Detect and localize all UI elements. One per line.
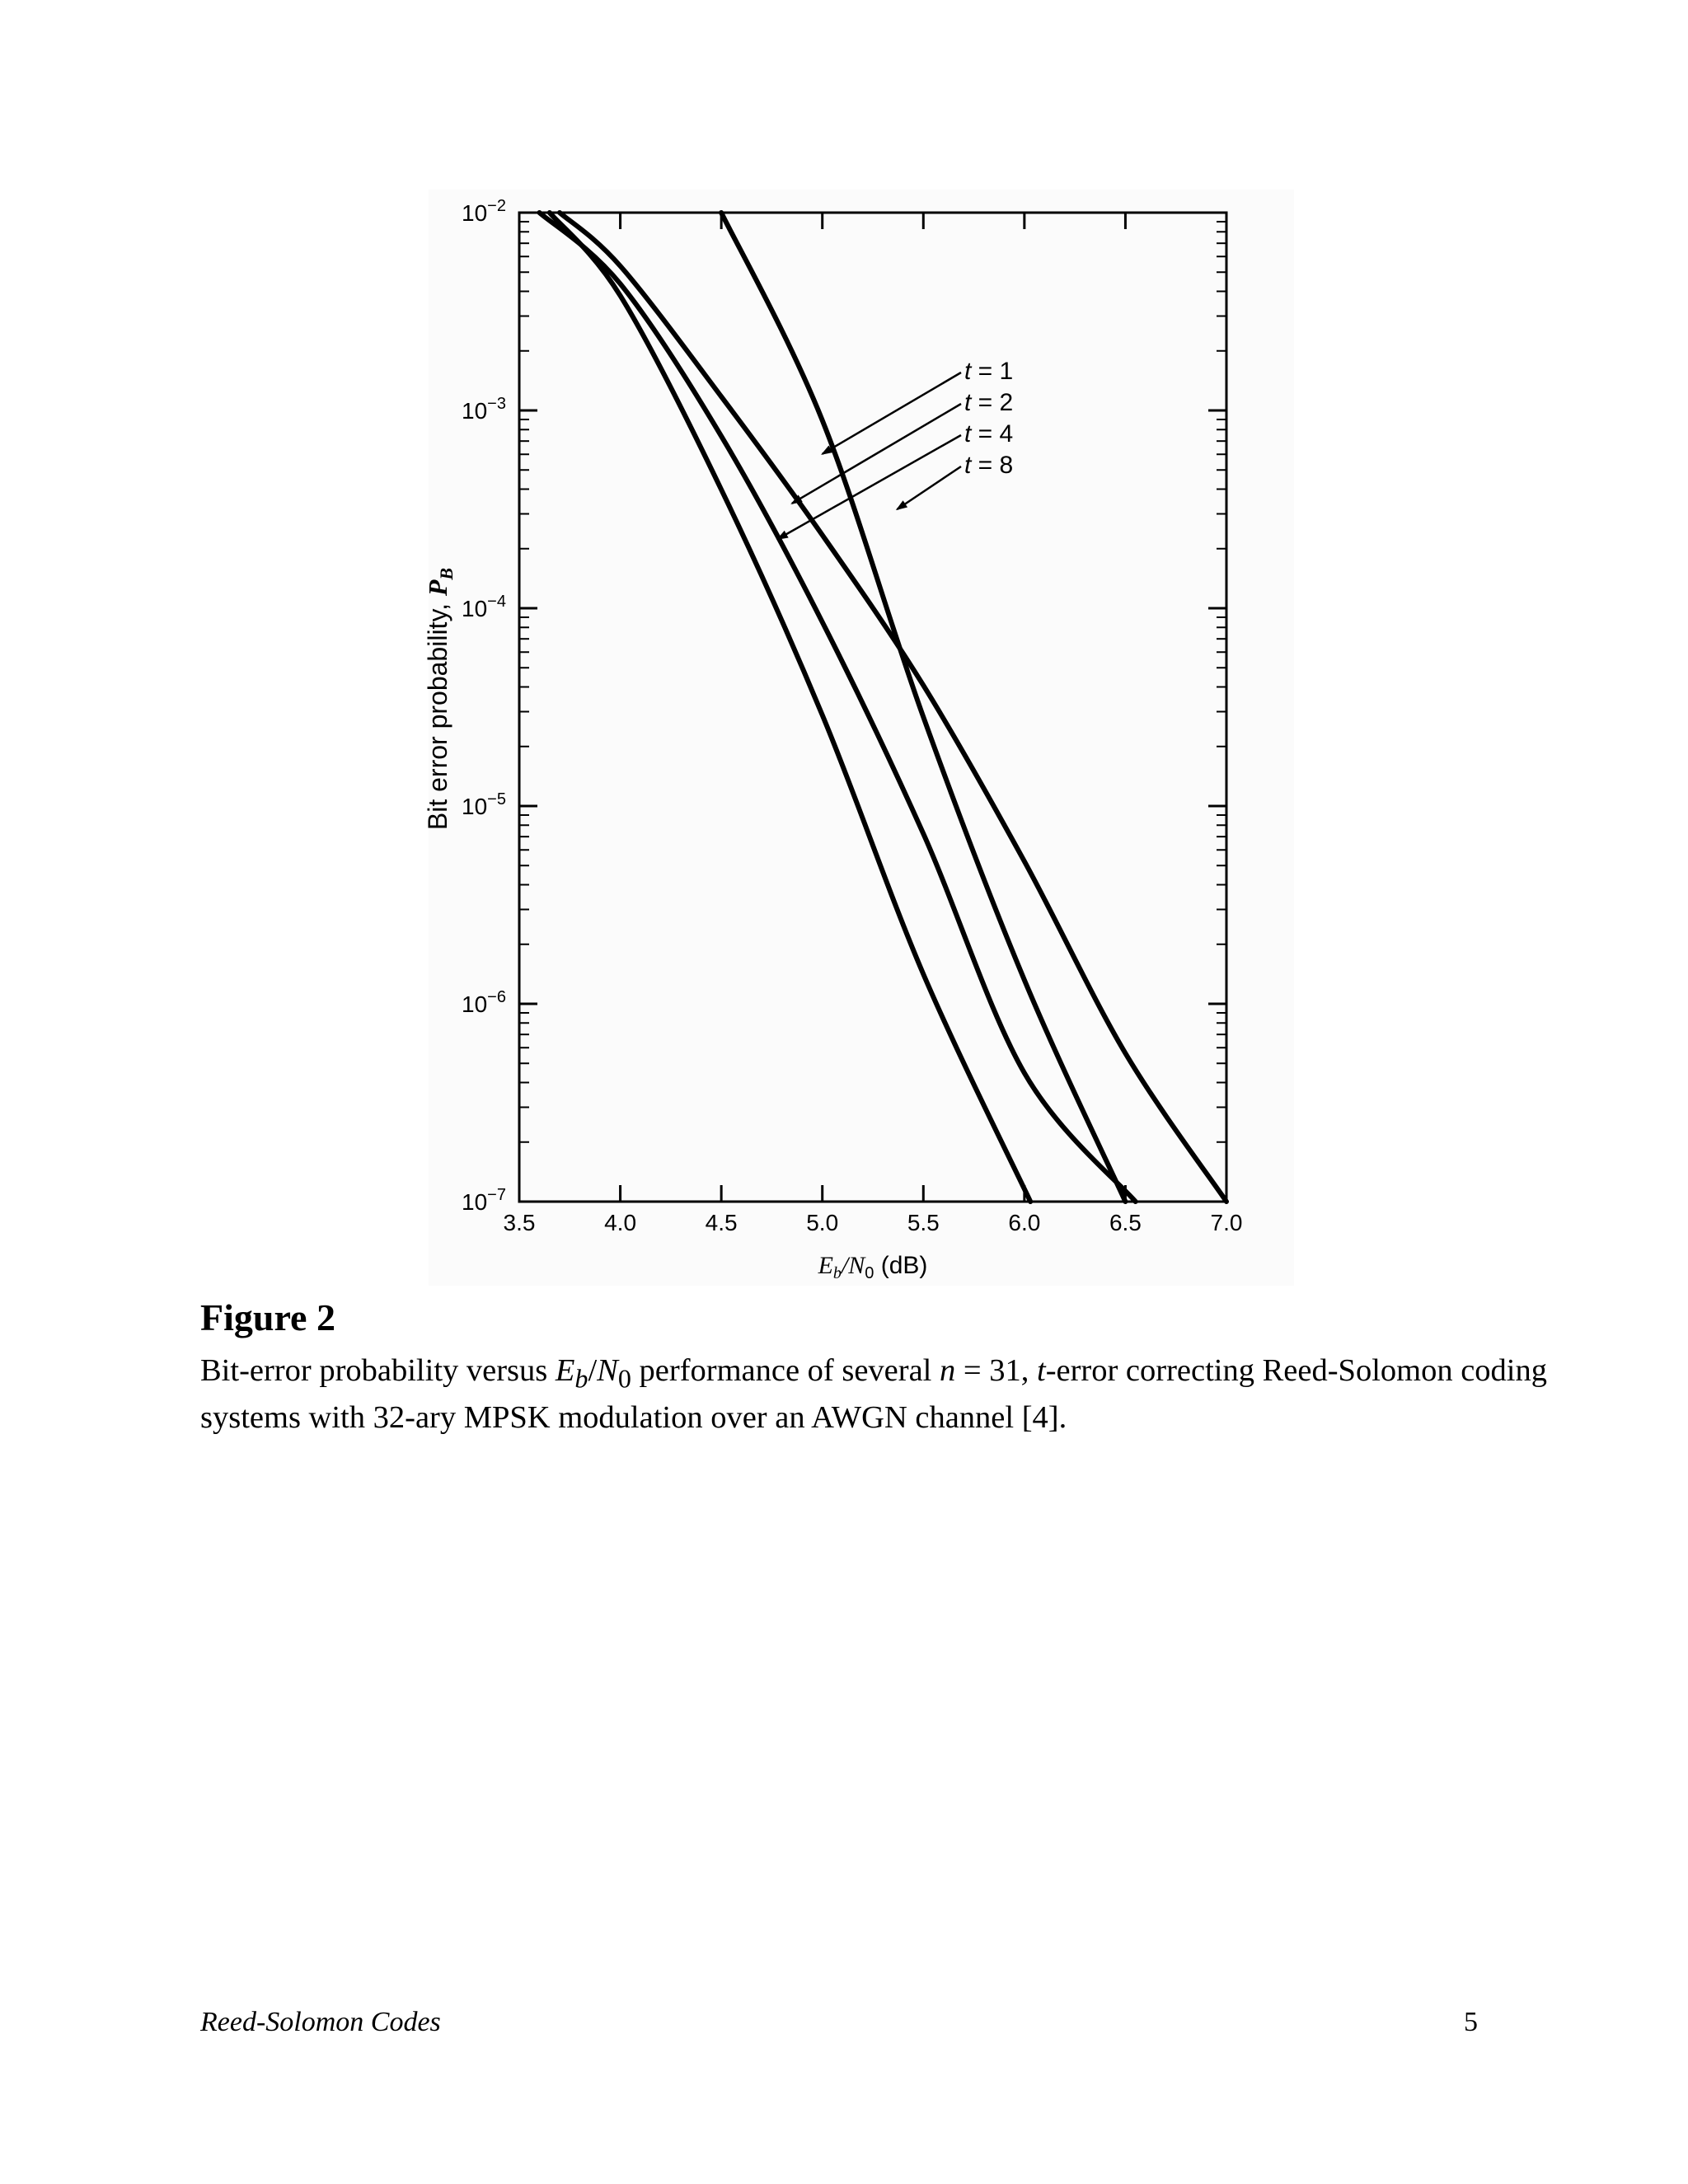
y-tick-label: $10^{-7}$ [462, 1186, 506, 1215]
x-tick-label: 6.0 [1008, 1210, 1041, 1235]
caption-text-3: = 31, [955, 1353, 1037, 1388]
figure-caption-title: Figure 2 [200, 1296, 335, 1338]
y-axis-label: Bit error probability, $P_B$ [423, 567, 457, 831]
x-tick-label: 3.5 [503, 1210, 536, 1235]
caption-slash: / [588, 1353, 598, 1388]
x-tick-label: 5.5 [907, 1210, 940, 1235]
caption-text-4: -error correcting Reed-Solomon coding systems with 32-ary MPSK modulation over an AWGN channel [4]. [200, 1353, 1547, 1435]
caption-eb: $E_b$ [555, 1353, 588, 1394]
x-tick-label: 6.5 [1109, 1210, 1142, 1235]
annotation-label: t = 4 [964, 420, 1014, 448]
y-tick-label: $10^{-4}$ [462, 593, 506, 621]
x-tick-label: 4.0 [604, 1210, 637, 1235]
y-tick-label: $10^{-2}$ [462, 197, 506, 226]
x-tick-label: 7.0 [1210, 1210, 1243, 1235]
caption-t-var: t [1036, 1353, 1046, 1388]
y-tick-label: $10^{-5}$ [462, 790, 506, 819]
annotation-label: t = 8 [964, 452, 1014, 479]
caption-text-1: Bit-error probability versus [200, 1353, 556, 1388]
caption-n0-sub: 0 [617, 1363, 631, 1394]
caption-n-var: n [940, 1353, 956, 1388]
caption-n0: N [597, 1353, 618, 1388]
x-tick-label: 4.5 [705, 1210, 738, 1235]
figure-caption [200, 1352, 1552, 1437]
plot-background [429, 190, 1294, 1286]
annotation-label: t = 1 [964, 358, 1014, 385]
footer-page-number: 5 [1464, 2007, 1478, 2037]
x-tick-label: 5.0 [806, 1210, 839, 1235]
x-axis-label: $E_b/N_0$ (dB) [818, 1252, 928, 1282]
caption-text-2: performance of several [631, 1353, 940, 1388]
footer-document-title: Reed-Solomon Codes [200, 2007, 441, 2037]
annotation-label: t = 2 [964, 389, 1014, 416]
y-tick-label: $10^{-6}$ [462, 988, 506, 1017]
y-tick-label: $10^{-3}$ [462, 395, 506, 424]
